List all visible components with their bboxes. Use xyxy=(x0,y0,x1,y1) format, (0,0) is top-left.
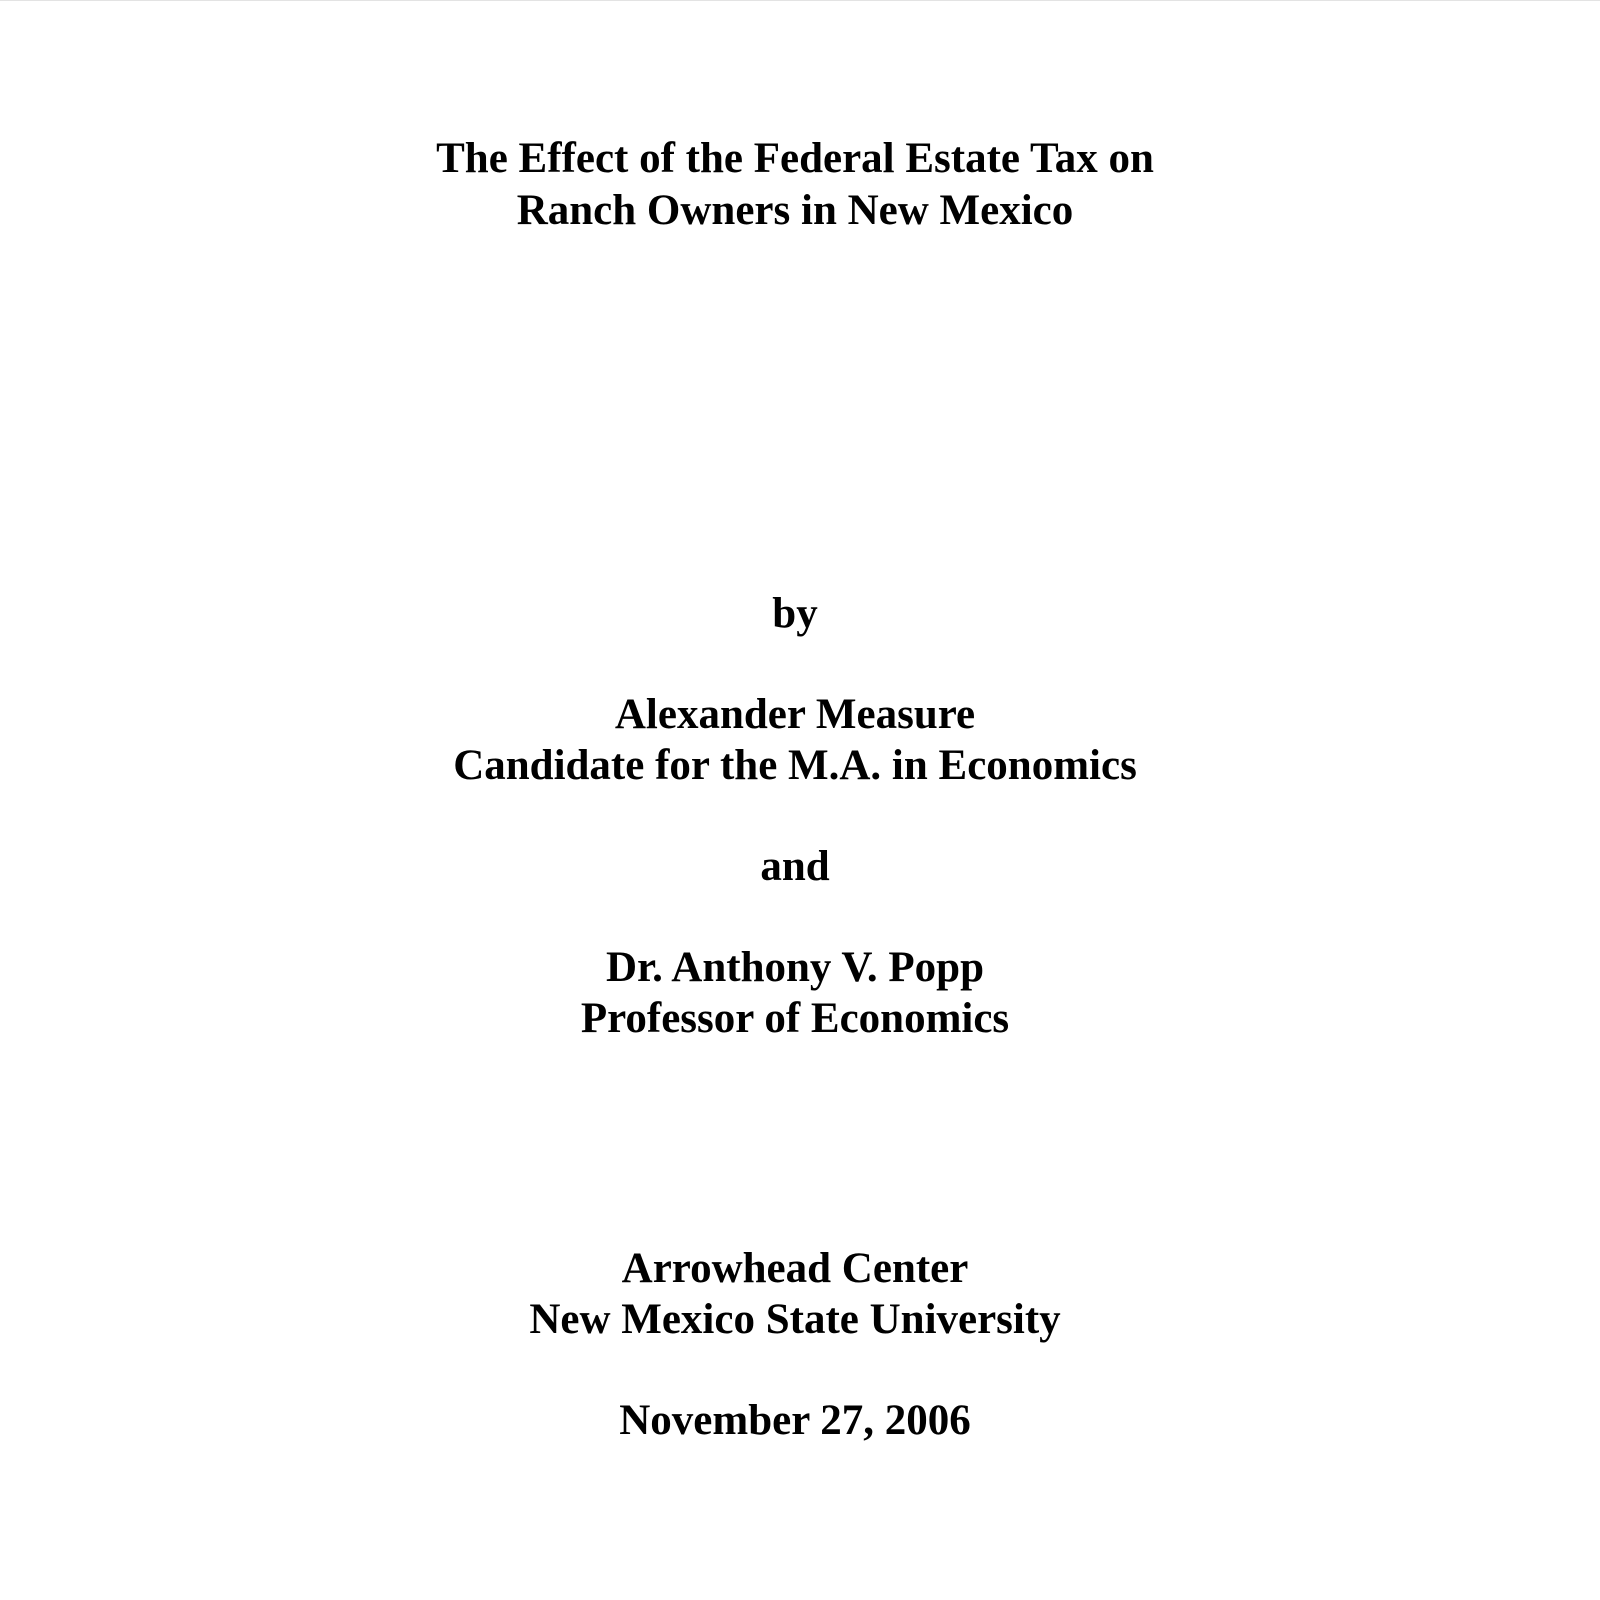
and-label: and xyxy=(760,843,830,890)
author2-name: Dr. Anthony V. Popp xyxy=(605,944,984,991)
institution-university: New Mexico State University xyxy=(529,1296,1061,1343)
title-line-1: The Effect of the Federal Estate Tax on xyxy=(436,135,1154,182)
title-line-2: Ranch Owners in New Mexico xyxy=(516,187,1074,234)
author1-name: Alexander Measure xyxy=(614,691,976,738)
publication-date: November 27, 2006 xyxy=(619,1397,971,1444)
by-label: by xyxy=(772,590,818,637)
institution-center: Arrowhead Center xyxy=(621,1245,969,1292)
author1-role: Candidate for the M.A. in Economics xyxy=(453,742,1137,789)
author2-role: Professor of Economics xyxy=(580,995,1010,1042)
